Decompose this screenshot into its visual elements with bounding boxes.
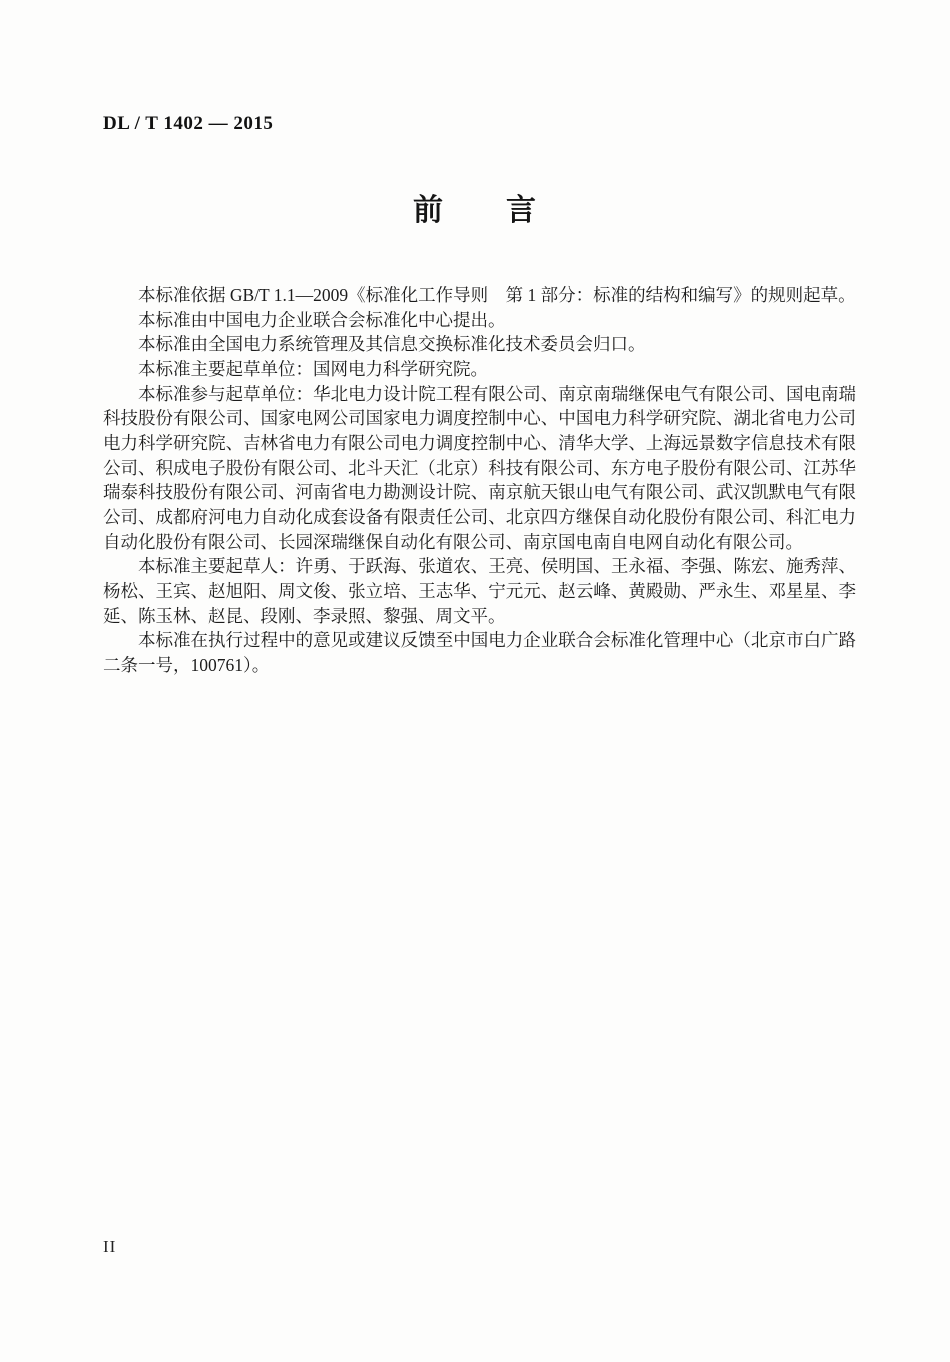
paragraph-feedback-address: 本标准在执行过程中的意见或建议反馈至中国电力企业联合会标准化管理中心（北京市白广路二条一号，100761）。 xyxy=(103,630,856,675)
foreword-title: 前 言 xyxy=(413,194,537,227)
paragraph-centralized-by: 本标准由全国电力系统管理及其信息交换标准化技术委员会归口。 xyxy=(138,334,646,355)
paragraph-main-drafting-organization: 本标准主要起草单位：国网电力科学研究院。 xyxy=(138,358,488,379)
standard-number: DL / T 1402 — 2015 xyxy=(103,113,274,134)
page-number: II xyxy=(103,1237,117,1256)
paragraph-proposed-by: 本标准由中国电力企业联合会标准化中心提出。 xyxy=(138,309,506,330)
paragraph-participating-organizations: 本标准参与起草单位：华北电力设计院工程有限公司、南京南瑞继保电气有限公司、国电南瑞科技股份有限公司、国家电网公司国家电力调度控制中心、中国电力科学研究院、湖北省电力公司电力科学研究院、吉林省电力有限公司电力调度控制中心、清华大学、上海远景数字信息技术有限公司、积成电子股份有限公司、北斗天汇（北京）科技有限公司、东方电子股份有限公司、江苏华瑞泰科技股份有限公司、河南省电力勘测设计院、南京航天银山电气有限公司、武汉凯默电气有限公司、成都府河电力自动化成套设备有限责任公司、北京四方继保自动化股份有限公司、科汇电力自动化股份有限公司、长园深瑞继保自动化有限公司、南京国电南自电网自动化有限公司。 xyxy=(103,383,856,552)
paragraph-drafting-rules: 本标准依据 GB/T 1.1—2009《标准化工作导则 第 1 部分：标准的结构和编写》的规则起草。 xyxy=(138,285,856,305)
paragraph-main-drafters: 本标准主要起草人：许勇、于跃海、张道农、王亮、侯明国、王永福、李强、陈宏、施秀萍、杨松、王宾、赵旭阳、周文俊、张立培、王志华、宁元元、赵云峰、黄殿勋、严永生、邓星星、李延、陈玉林、赵昆、段刚、李录照、黎强、周文平。 xyxy=(103,556,856,626)
foreword-body xyxy=(103,283,856,678)
